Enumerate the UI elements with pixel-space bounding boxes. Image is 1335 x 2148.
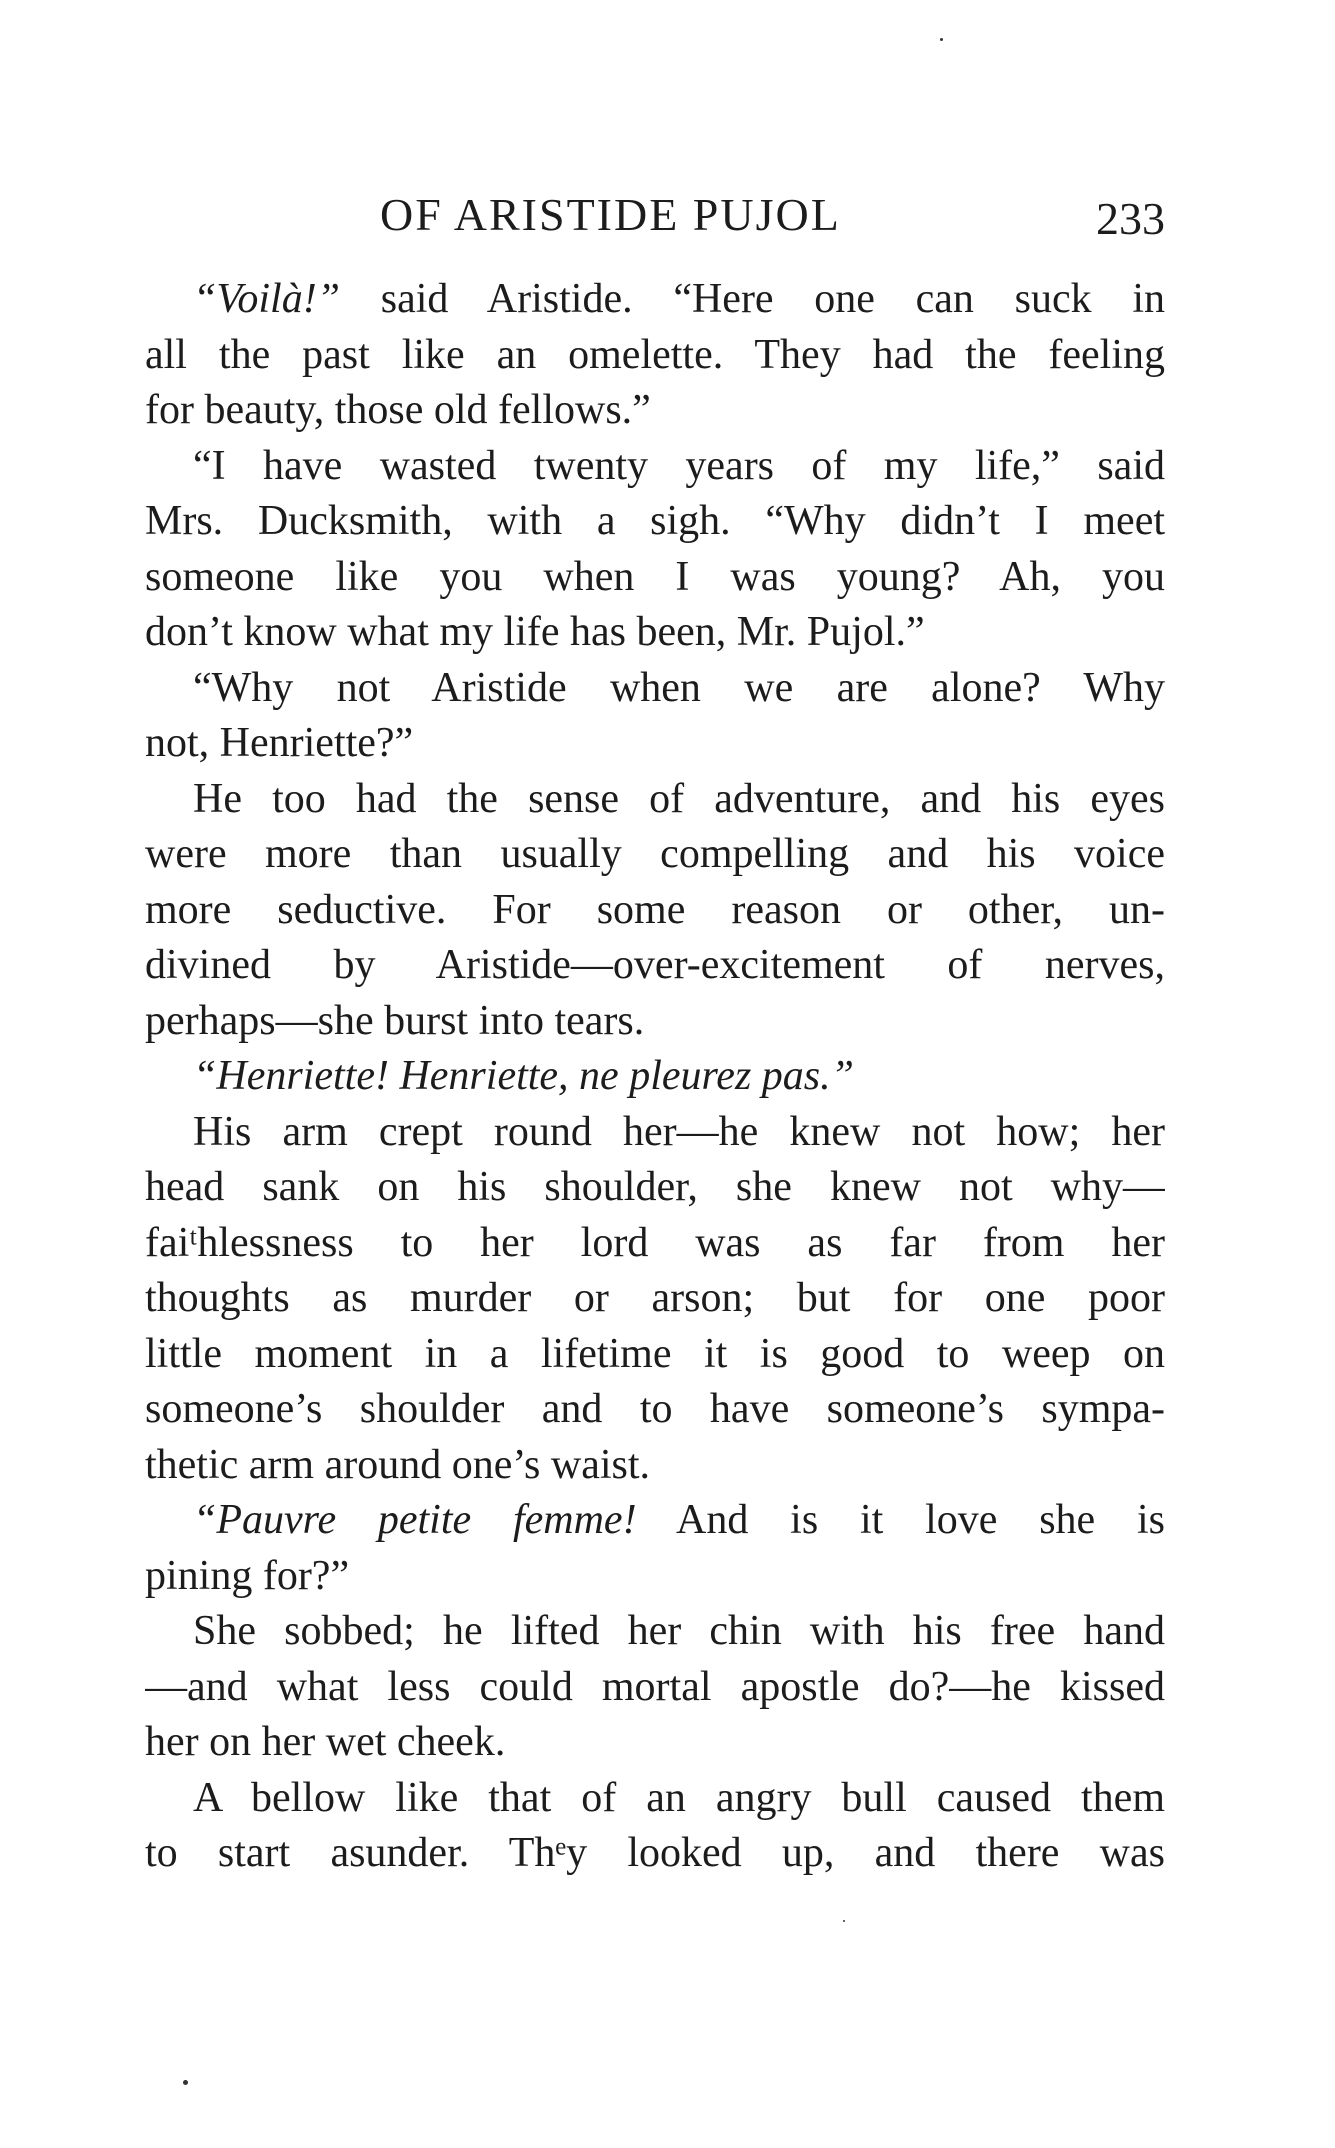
text-line: head sank on his shoulder, she knew not why—: [145, 1164, 1165, 1210]
text-line: someone like you when I was young? Ah, you: [145, 553, 1165, 600]
text-line: little moment in a lifetime it is good to weep on: [145, 1330, 1165, 1377]
text-line: were more than usually compelling and his voice: [145, 831, 1165, 877]
print-speck: [940, 38, 943, 41]
page-number: 233: [1096, 193, 1165, 244]
text-line: A bellow like that of an angry bull caused them: [193, 1774, 1165, 1821]
italic-phrase: “Pauvre petite femme!: [193, 1497, 637, 1543]
page-header: [145, 188, 1165, 248]
text-line: perhaps—she burst into tears.: [145, 997, 645, 1044]
text-line: thetic arm around one’s waist.: [145, 1441, 651, 1488]
text-line: pining for?”: [145, 1552, 350, 1599]
text-line: He too had the sense of adventure, and his eyes: [193, 775, 1165, 822]
text-line: His arm crept round her—he knew not how; her: [193, 1108, 1165, 1155]
text-line: [145, 272, 1165, 328]
text-line: don’t know what my life has been, Mr. Pujol.”: [145, 609, 925, 655]
text-line: faiᵗhlessness to her lord was as far from her: [145, 1219, 1165, 1266]
line-rest: And is it love she is: [636, 1497, 1165, 1543]
text-line: “Henriette! Henriette, ne pleurez pas.”: [193, 1053, 854, 1099]
print-speck: [183, 2080, 188, 2085]
print-speck: [843, 1920, 845, 1922]
italic-phrase: “Voilà!”: [193, 276, 341, 322]
text-line: not, Henriette?”: [145, 720, 414, 766]
text-line: all the past like an omelette. They had the feeling: [145, 331, 1165, 378]
body-text: [145, 272, 1165, 1882]
text-line: thoughts as murder or arson; but for one poor: [145, 1275, 1165, 1321]
text-line: Mrs. Ducksmith, with a sigh. “Why didn’t I meet: [145, 498, 1165, 544]
text-line: “Why not Aristide when we are alone? Why: [193, 664, 1165, 711]
text-line: someone’s shoulder and to have someone’s sympa-: [145, 1386, 1165, 1432]
line-rest: said Aristide. “Here one can suck in: [340, 276, 1165, 322]
text-line: her on her wet cheek.: [145, 1719, 506, 1765]
text-line: “I have wasted twenty years of my life,” said: [193, 442, 1165, 489]
text-line: [145, 1493, 1165, 1549]
text-line: —and what less could mortal apostle do?—he kissed: [145, 1663, 1165, 1710]
text-line: She sobbed; he lifted her chin with his free hand: [193, 1608, 1165, 1654]
text-line: for beauty, those old fellows.”: [145, 387, 651, 433]
text-line: divined by Aristide—over-excitement of nerves,: [145, 942, 1165, 988]
text-line: more seductive. For some reason or other, un-: [145, 886, 1165, 933]
text-line: to start asunder. Thᵉy looked up, and there was: [145, 1830, 1165, 1876]
running-head: OF ARISTIDE PUJOL: [380, 189, 841, 240]
